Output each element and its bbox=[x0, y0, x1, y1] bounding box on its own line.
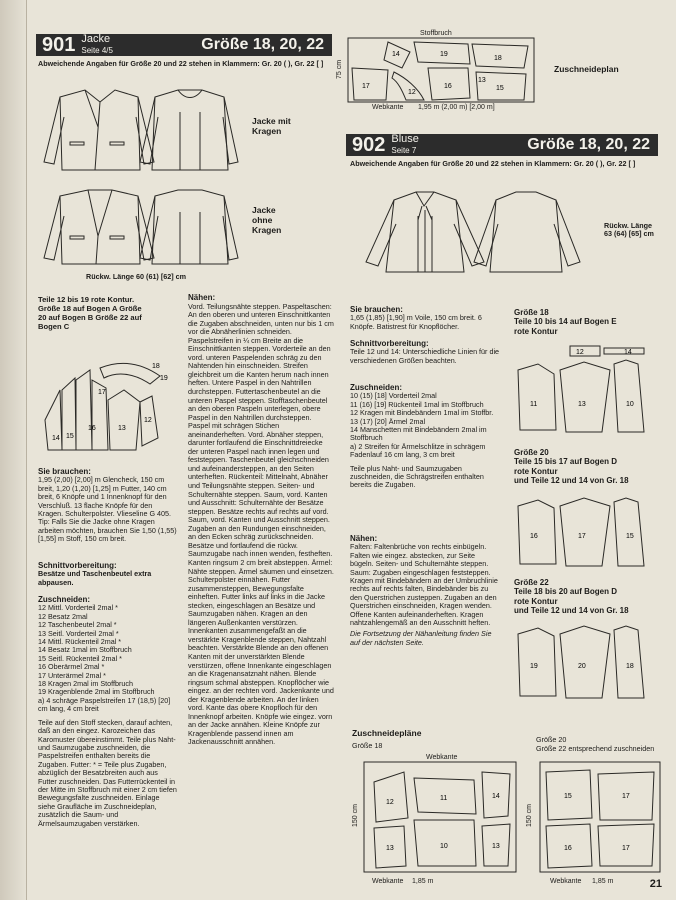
blouse-cut-heading: Zuschneiden: bbox=[350, 383, 403, 392]
jacket-you-need-heading: Sie brauchen: bbox=[38, 467, 91, 476]
g22-parts: Teile 18 bis 20 auf Bogen D bbox=[514, 587, 617, 597]
plan18-webkante-bottom: Webkante bbox=[372, 878, 404, 885]
svg-text:17: 17 bbox=[578, 533, 586, 540]
blouse-cut-item: a) 2 Streifen für Ärmelschlitze in schrägem Fadenlauf 16 cm lang, 3 cm breit bbox=[350, 441, 486, 460]
svg-text:13: 13 bbox=[118, 425, 126, 432]
jacket-seite: Seite 4/5 bbox=[81, 46, 113, 55]
jacket-name-block bbox=[81, 34, 113, 56]
jacket-cut-item: 16 Oberärmel 2mal * bbox=[38, 662, 105, 672]
blouse-you-need bbox=[350, 306, 500, 331]
jacket-cut-item: a) 4 schräge Paspelstreifen 17 (18,5) [20] cm lang, 4 cm breit bbox=[38, 695, 171, 714]
blouse-you-need-text: 1,65 (1,85) [1,90] m Voile, 150 cm breit. 6 Knöpfe. Batistrest für Knopflöcher. bbox=[350, 313, 482, 331]
blouse-name: Bluse bbox=[391, 133, 419, 145]
svg-text:14: 14 bbox=[392, 51, 400, 58]
jacket-you-need bbox=[38, 468, 178, 544]
jacket-cut-item: 14 Mittl. Rückenteil 2mal * bbox=[38, 637, 122, 647]
svg-text:14: 14 bbox=[624, 349, 632, 356]
plan18-height: 150 cm bbox=[351, 804, 359, 827]
svg-text:19: 19 bbox=[440, 51, 448, 58]
jacket-prep bbox=[38, 562, 178, 587]
jacket-cut-item: 12 Besatz 2mal bbox=[38, 611, 88, 621]
svg-text:12: 12 bbox=[144, 417, 152, 424]
jacket-without-collar-drawing bbox=[40, 186, 240, 268]
g22-plus: und Teile 12 und 14 von Gr. 18 bbox=[514, 606, 629, 616]
jacket-with-collar-label: Jacke mit Kragen bbox=[252, 116, 291, 136]
blouse-continued: Die Fortsetzung der Nähanleitung finden Sie auf der nächsten Seite. bbox=[350, 629, 492, 647]
jacket-sewing-heading: Nähen: bbox=[188, 293, 216, 302]
g20-parts: Teile 15 bis 17 auf Bogen D bbox=[514, 457, 617, 467]
jacket-cut-item: 19 Kragenblende 2mal im Stoffbruch bbox=[38, 687, 155, 697]
g18-pattern-pieces bbox=[514, 340, 660, 440]
blouse-header bbox=[346, 134, 658, 156]
g22-head: Größe 22 bbox=[514, 578, 549, 587]
g18-kontur: rote Kontur bbox=[514, 326, 558, 336]
svg-text:10: 10 bbox=[440, 843, 448, 850]
svg-text:17: 17 bbox=[362, 83, 370, 90]
plans-size20: Größe 20 bbox=[536, 735, 567, 744]
blouse-prep-text: Teile 12 und 14: Unterschiedliche Linien für die verschiedenen Größen beachten. bbox=[350, 347, 500, 365]
jacket-cut-heading: Zuschneiden: bbox=[38, 595, 91, 604]
svg-text:16: 16 bbox=[88, 425, 96, 432]
jacket-cut-item: 17 Unterärmel 2mal * bbox=[38, 670, 106, 680]
blouse-plan-18 bbox=[364, 762, 520, 874]
jacket-prep-heading: Schnittvorbereitung: bbox=[38, 561, 117, 570]
blouse-prep bbox=[350, 340, 500, 365]
jacket-sizes: Größe 18, 20, 22 bbox=[201, 36, 324, 53]
jacket-sewing bbox=[188, 294, 334, 747]
plans-heading: Zuschneidepläne bbox=[352, 728, 422, 738]
jacket-cut bbox=[38, 596, 178, 828]
g22-kontur: rote Kontur bbox=[514, 596, 558, 606]
svg-text:17: 17 bbox=[622, 793, 630, 800]
svg-text:13: 13 bbox=[386, 845, 394, 852]
jacket-with-collar-drawing bbox=[40, 82, 240, 177]
g20-plus: und Teile 12 und 14 von Gr. 18 bbox=[514, 476, 629, 486]
svg-text:19: 19 bbox=[530, 663, 538, 670]
jacket-tip: Tip: Falls Sie die Jacke ohne Kragen arbeiten möchten, brauchen Sie 1,50 (1,55) [1,55] m Stoff, 150 cm breit. bbox=[38, 517, 177, 544]
jacket-cutting-plan bbox=[348, 38, 538, 104]
svg-text:14: 14 bbox=[492, 793, 500, 800]
plan-top-label: Zuschneideplan bbox=[554, 64, 619, 74]
svg-text:12: 12 bbox=[386, 799, 394, 806]
jacket-prep-text: Besätze und Taschenbeutel extra abpausen. bbox=[38, 569, 152, 587]
plan20-height: 150 cm bbox=[525, 804, 533, 827]
blouse-seite: Seite 7 bbox=[391, 146, 417, 155]
jacket-cut-item: 14 Besatz 1mal im Stoffbruch bbox=[38, 645, 132, 655]
jacket-cut-item: 12 Mittl. Vorderteil 2mal * bbox=[38, 603, 118, 613]
jacket-pattern-pieces bbox=[40, 350, 180, 455]
blouse-prep-heading: Schnittvorbereitung: bbox=[350, 339, 429, 348]
svg-text:16: 16 bbox=[444, 83, 452, 90]
svg-text:10: 10 bbox=[626, 401, 634, 408]
svg-text:16: 16 bbox=[530, 533, 538, 540]
blouse-cut-item: 14 Manschetten mit Bindebändern 2mal im Stoffbruch bbox=[350, 425, 487, 443]
blouse-intro: Abweichende Angaben für Größe 20 und 22 stehen in Klammern: Gr. 20 ( ), Gr. 22 [ ] bbox=[350, 159, 636, 168]
page-number: 21 bbox=[649, 878, 662, 890]
g18-block bbox=[514, 308, 659, 336]
g22-pattern-pieces bbox=[514, 620, 660, 704]
jacket-pattern-info: Teile 12 bis 19 rote Kontur. Größe 18 auf Bogen A Größe 20 auf Bogen B Größe 22 auf Bogen C bbox=[38, 295, 142, 331]
svg-text:11: 11 bbox=[440, 795, 448, 802]
g20-pattern-pieces bbox=[514, 492, 660, 572]
svg-text:14: 14 bbox=[52, 435, 60, 442]
jacket-without-collar-label: Jacke ohne Kragen bbox=[252, 205, 282, 235]
svg-text:18: 18 bbox=[626, 663, 634, 670]
jacket-number: 901 bbox=[42, 33, 76, 56]
jacket-intro: Abweichende Angaben für Größe 20 und 22 stehen in Klammern: Gr. 20 ( ), Gr. 22 [ ] bbox=[38, 59, 324, 68]
svg-text:12: 12 bbox=[408, 89, 416, 96]
jacket-cut-note: Teile auf den Stoff stecken, darauf achten, daß an den eingez. Karozeichen das Karomuster übereinstimmt. Teile plus Naht- und Saumzugabe zuschneiden, die Paspelstreifen enthalten bereits die Zugaben. Futter: * = Teile plus Zugaben, abzüglich der Besatzbreiten auch aus Futter zuschneiden. Das Futterrückenteil in der Mitte im Stoffbruch mit einer 2 cm tiefen Bewegungsfalte zuschneiden. Einlage siehe Graufläche im Zuschneideplan, zusätzlich die Saum- und Ärmelsaumzugaben verstärken. bbox=[38, 717, 177, 828]
g18-parts: Teile 10 bis 14 auf Bogen E bbox=[514, 317, 617, 327]
blouse-sizes: Größe 18, 20, 22 bbox=[527, 136, 650, 153]
blouse-cut-item: 12 Kragen mit Bindebändern 1mal im Stoffbr. bbox=[350, 408, 494, 418]
svg-text:11: 11 bbox=[530, 401, 538, 408]
blouse-cut-item: 13 (17) [20] Ärmel 2mal bbox=[350, 416, 426, 426]
svg-text:16: 16 bbox=[564, 845, 572, 852]
jacket-name: Jacke bbox=[81, 33, 111, 45]
blouse-plan-20 bbox=[540, 762, 664, 874]
blouse-cut bbox=[350, 384, 500, 490]
blouse-name-block bbox=[391, 134, 419, 156]
plan-top-height: 75 cm bbox=[336, 59, 344, 80]
plan18-webkante-top: Webkante bbox=[426, 754, 458, 761]
plan20-width: 1,85 m bbox=[592, 878, 614, 885]
plan-top-dims: 1,95 m (2,00 m) [2,00 m] bbox=[418, 104, 495, 111]
binding-edge bbox=[0, 0, 27, 900]
svg-text:13: 13 bbox=[578, 401, 586, 408]
svg-text:18: 18 bbox=[152, 363, 160, 370]
svg-text:20: 20 bbox=[578, 663, 586, 670]
jacket-cut-item: 18 Kragen 2mal im Stoffbruch bbox=[38, 679, 133, 689]
plan-top-stoffbruch: Stoffbruch bbox=[420, 30, 452, 37]
blouse-sewing-text: Falten: Faltenbrüche von rechts einbügeln. Falten wie eingez. abstecken, zur Seite bügeln. Seiten- und Schulternähte steppen. Saum: Zugaben eingeschlagen feststeppen. Kragen mit Bindebändern an der Umbruchlinie rechts auf rechts falten, Bindebänder bis zu den Querstrichen zusteppen. Zugaben an den Querstrichen einschneiden, Kragen wenden. Offene Kanten aufeinanderheften. Kragen nahtzahlengemäß an den Ausschnitt heften. bbox=[350, 542, 498, 628]
jacket-header bbox=[36, 34, 332, 56]
g20-kontur: rote Kontur bbox=[514, 466, 558, 476]
plan18-width: 1,85 m bbox=[412, 878, 434, 885]
jacket-cut-item: 12 Taschenbeutel 2mal * bbox=[38, 620, 117, 630]
svg-text:15: 15 bbox=[564, 793, 572, 800]
svg-text:19: 19 bbox=[160, 375, 168, 382]
svg-text:17: 17 bbox=[622, 845, 630, 852]
svg-text:15: 15 bbox=[66, 433, 74, 440]
blouse-back-length: Rückw. Länge 63 (64) [65] cm bbox=[604, 221, 654, 239]
jacket-you-need-text: 1,95 (2,00) [2,00] m Glencheck, 150 cm breit, 1,20 (1,20) [1,25] m Futter, 140 cm breit, 6 Knöpfe und 1 Innenknopf für den Verschluß. 13 flache Knöpfe für den Kragen. Schulterpolster. Vlieseline G 405. bbox=[38, 475, 172, 519]
plan20-webkante-bottom: Webkante bbox=[550, 878, 582, 885]
svg-text:13: 13 bbox=[478, 77, 486, 84]
plans-size22-note: Größe 22 entsprechend zuschneiden bbox=[536, 744, 655, 753]
g20-head: Größe 20 bbox=[514, 448, 549, 457]
svg-text:17: 17 bbox=[98, 389, 106, 396]
jacket-back-length: Rückw. Länge 60 (61) [62] cm bbox=[86, 272, 186, 281]
blouse-number: 902 bbox=[352, 133, 386, 156]
svg-text:18: 18 bbox=[494, 55, 502, 62]
g18-head: Größe 18 bbox=[514, 308, 549, 317]
g20-block bbox=[514, 448, 664, 486]
jacket-sewing-text: Vord. Teilungsnähte steppen. Paspeltaschen: An den oberen und unteren Einschnittkanten die Zugaben abschneiden, unten nur bis 1 cm vor die Abnäherlinien schneiden. Paspelstreifen in ¼ cm Breite an die Einschnittkanten steppen. Vorderteile an den vord. unteren Paspelenden schräg zu den Nahtenden hin einschneiden. Streifen gleichbreit um die Kanten herum nach innen heften. Untere Paspel in den Nahtrillen durchsteppen. Futtertaschenbeutel an die unteren Paspel steppen. Stofftaschenbeutel an den oberen Paspeln unterlegen, obere Paspel in den Nahtrillen durchsteppen. Paspel mit schrägen Stichen aneinanderheften. Vord. Abnäher steppen, darunter fortlaufend die Einschnittdreiecke der unteren Paspel nach innen legen und feststeppen. Taschenbeutel gleichschneiden und aufeinandersteppen, an den Seiten unterheften. Rückenteil: Mittelnaht, Abnäher und Teilungsnähte steppen. Seiten- und Schulternähte steppen. Saum, vord. Kanten und Ausschnitt: Schulternähte der Besätze steppen. Besätze rechts auf rechts auf vord. Saum, vord. Kanten und Ausschnitt steppen. Zugaben an den Rundungen einschneiden, an den Ecken schräg zurückschneiden. Besätze und fortlaufend die rückw. Saumzugabe nach innen wenden, festheften. Kanten ringsum 2 cm breit absteppen. Ärmel: Nähte steppen. Ärmel säumen und einsetzen. Schulterpolster einnähen. Futter zusammensteppen, Bewegungsfalte einheften. Futter links auf links in die Jacke stecken, eingeschlagen an Besätze und Saumzugaben nähen. Kragen an den längeren Außenkanten verstürzen. Innenkanten zusammengefaßt an die verstärkte Kragenblende steppen, Nahtzahl beachten. Verstärkte Blende an den offenen Kanten mit der unverstärkten Blende verstürzen, offene Innenkante eingeschlagen an die Kragenansatznaht nähen. Blende ringsum schmal absteppen. Knopflöcher wie eingez. an der rechten vord. Jackenkante und der Kragenblende arbeiten. An der linken vord. Kante das obere Knopfloch für den Innenknopf arbeiten. Knöpfe wie eingez. vorn an der Jacke annähen. Kleine Knöpfe zur Kragenblende passend innen am Jackenausschnitt annähen. bbox=[188, 301, 334, 747]
blouse-cut-note: Teile plus Naht- und Saumzugaben zuschneiden, die Schrägstreifen enthalten bereits die Zugaben. bbox=[350, 463, 484, 490]
plan-top-webkante: Webkante bbox=[372, 104, 404, 111]
plans-size18: Größe 18 bbox=[352, 741, 383, 750]
blouse-sewing-heading: Nähen: bbox=[350, 534, 378, 543]
blouse-cut-item: 10 (15) [18] Vorderteil 2mal bbox=[350, 391, 437, 401]
svg-text:15: 15 bbox=[496, 85, 504, 92]
blouse-cut-item: 11 (16) [19] Rückenteil 1mal im Stoffbruch bbox=[350, 399, 484, 409]
blouse-you-need-heading: Sie brauchen: bbox=[350, 305, 403, 314]
svg-text:13: 13 bbox=[492, 843, 500, 850]
blouse-drawing bbox=[356, 186, 596, 286]
g22-block bbox=[514, 578, 664, 616]
jacket-cut-item: 15 Seitl. Rückenteil 2mal * bbox=[38, 653, 122, 663]
jacket-cut-item: 13 Seitl. Vorderteil 2mal * bbox=[38, 628, 119, 638]
svg-text:15: 15 bbox=[626, 533, 634, 540]
svg-text:12: 12 bbox=[576, 349, 584, 356]
blouse-sewing bbox=[350, 535, 500, 647]
